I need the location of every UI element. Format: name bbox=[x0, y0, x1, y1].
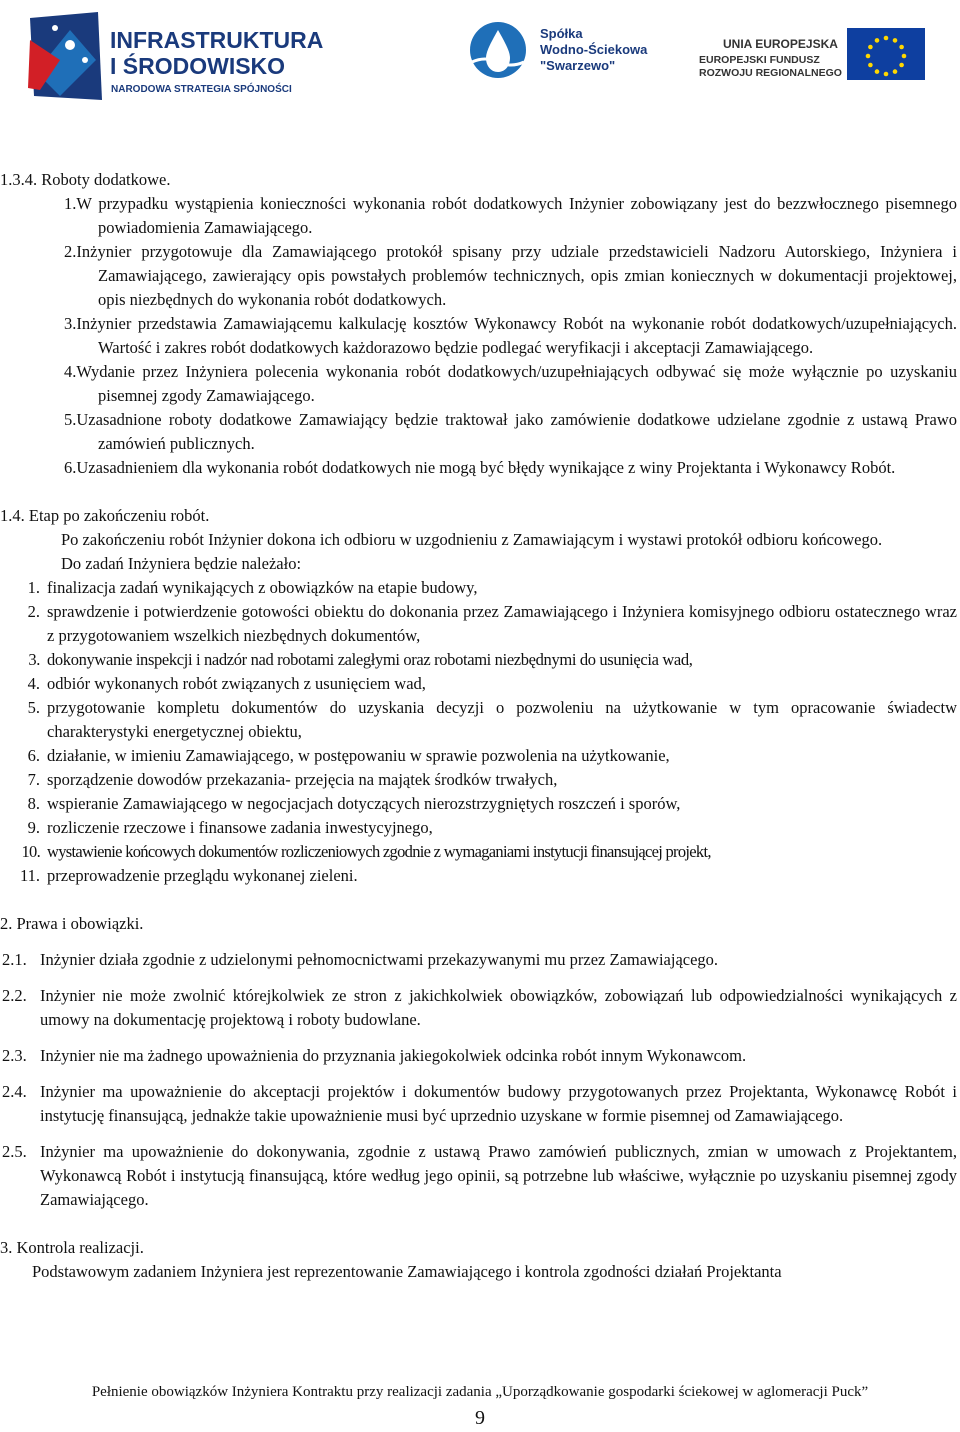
swarzewo-logo bbox=[470, 22, 648, 78]
section-2-title: 2. Prawa i obowiązki. bbox=[0, 914, 144, 933]
logo2-line1: Spółka bbox=[540, 26, 583, 41]
logos-svg bbox=[0, 0, 960, 110]
list-item: 2.1. Inżynier działa zgodnie z udzielonymi pełnomocnictwami przekazywanymi mu przez Zamawiającego. bbox=[2, 950, 719, 969]
list-item: 10. wystawienie końcowych dokumentów rozliczeniowych zgodnie z wymaganiami instytucji finansującej projekt, bbox=[21, 842, 711, 861]
s2-list bbox=[0, 948, 960, 1212]
logo2-line2: Wodno-Ściekowa bbox=[540, 42, 648, 57]
section-1-4-title: 1.4. Etap po zakończeniu robót. bbox=[0, 506, 210, 525]
section-3-title: 3. Kontrola realizacji. bbox=[0, 1238, 144, 1257]
logo1-sub: NARODOWA STRATEGIA SPÓJNOŚCI bbox=[111, 84, 292, 95]
list-item: 1. finalizacja zadań wynikających z obowiązków na etapie budowy, bbox=[27, 578, 478, 597]
s134-item-6: 6.Uzasadnieniem dla wykonania robót dodatkowych nie mogą być błędy wynikające z winy Projektanta i Wykonawcy Robót. bbox=[64, 458, 896, 477]
list-item: 4. odbiór wykonanych robót związanych z usunięciem wad, bbox=[27, 674, 426, 693]
s134-item-3: 3.Inżynier przedstawia Zamawiającemu kalkulację kosztów Wykonawcy Robót na wykonanie robót dodatkowych/uzupełniających. Wartość i zakres robót dodatkowych każdorazowo będzie podlegać weryfikacji i akceptacji Zamawiającego. bbox=[64, 314, 957, 357]
list-item: 2.2. Inżynier nie może zwolnić którejkolwiek ze stron z jakichkolwiek obowiązków, zobowiązań lub odpowiedzialności wynikających z umowy na dokumentację projektową i roboty budowlane. bbox=[2, 986, 957, 1029]
s3-text: Podstawowym zadaniem Inżyniera jest reprezentowanie Zamawiającego i kontrola zgodności działań Projektanta bbox=[32, 1262, 782, 1281]
s134-item-2: 2.Inżynier przygotowuje dla Zamawiającego protokół spisany przy udziale przedstawicieli Nadzoru Autorskiego, Inżyniera i Zamawiającego, zawierający opis powstałych problemów technicznych, opis zmian koniecznych w dokumentacji projektowej, opis niezbędnych do wykonania robót dodatkowych. bbox=[64, 242, 957, 309]
list-item: 7. sporządzenie dowodów przekazania- przejęcia na majątek środków trwałych, bbox=[27, 770, 558, 789]
infrastruktura-logo bbox=[28, 12, 323, 100]
s134-item-1: 1.W przypadku wystąpienia konieczności wykonania robót dodatkowych Inżynier zobowiązany jest do bezzwłocznego pisemnego powiadomienia Zamawiającego. bbox=[64, 194, 957, 237]
list-item: 11. przeprowadzenie przeglądu wykonanej zieleni. bbox=[19, 866, 358, 885]
document-body bbox=[0, 168, 960, 1284]
list-item: 8. wspieranie Zamawiającego w negocjacjach dotyczących nierozstrzygniętych roszczeń i sporów, bbox=[27, 794, 681, 813]
logo3-line1: UNIA EUROPEJSKA bbox=[723, 37, 838, 51]
header-logos bbox=[0, 0, 960, 110]
logo3-line2: EUROPEJSKI FUNDUSZ bbox=[699, 54, 820, 66]
logo1-line1: INFRASTRUKTURA bbox=[110, 27, 324, 53]
list-item: 6. działanie, w imieniu Zamawiającego, w postępowaniu w sprawie pozwolenia na użytkowanie, bbox=[27, 746, 670, 765]
list-item: 2.3. Inżynier nie ma żadnego upoważnienia do przyznania jakiegokolwiek odcinka robót innym Wykonawcom. bbox=[2, 1046, 747, 1065]
footer-text: Pełnienie obowiązków Inżyniera Kontraktu przy realizacji zadania „Uporządkowanie gospodarki ściekowej w aglomeracji Puck” bbox=[91, 1384, 869, 1400]
s14-task-list bbox=[0, 576, 960, 888]
list-item: 2.4. Inżynier ma upoważnienie do akceptacji projektów i dokumentów budowy przygotowanych przez Projektanta, Wykonawcę Robót i instytucję finansującą, jednakże takie upoważnienie musi być uprzednio uzyskane w formie pisemnej od Zamawiającego. bbox=[2, 1082, 957, 1125]
logo2-line3: "Swarzewo" bbox=[540, 58, 616, 73]
s14-tasks-label: Do zadań Inżyniera będzie należało: bbox=[61, 554, 302, 573]
eu-logo bbox=[699, 28, 925, 80]
page-number: 9 bbox=[475, 1407, 485, 1429]
list-item: 5. przygotowanie kompletu dokumentów do uzyskania decyzji o pozwoleniu na użytkowanie w tym opracowanie świadectw charakterystyki energetycznej obiektu, bbox=[27, 698, 957, 741]
list-item: 3. dokonywanie inspekcji i nadzór nad robotami zaległymi oraz robotami niezbędnymi do usunięcia wad, bbox=[28, 650, 693, 669]
logo3-line3: ROZWOJU REGIONALNEGO bbox=[699, 67, 842, 79]
s134-item-4: 4.Wydanie przez Inżyniera polecenia wykonania robót dodatkowych/uzupełniających odbywać się może wyłącznie po uzyskaniu pisemnej zgody Zamawiającego. bbox=[64, 362, 957, 405]
list-item: 9. rozliczenie rzeczowe i finansowe zadania inwestycyjnego, bbox=[27, 818, 433, 837]
list-item: 2.5. Inżynier ma upoważnienie do dokonywania, zgodnie z ustawą Prawo zamówień publicznych, zmian w umowach z Projektantem, Wykonawcą Robót i instytucją finansującą, które według jego opinii, są potrzebne lub właściwe, wyłącznie po uzyskaniu pisemnej zgody Zamawiającego. bbox=[2, 1142, 957, 1209]
s134-item-5: 5.Uzasadnione roboty dodatkowe Zamawiający będzie traktował jako zamówienie dodatkowe udzielane zgodnie z ustawą Prawo zamówień publicznych. bbox=[64, 410, 957, 453]
section-1-3-4-title: 1.3.4. Roboty dodatkowe. bbox=[0, 170, 171, 189]
logo1-line2: I ŚRODOWISKO bbox=[110, 53, 286, 79]
s14-intro: Po zakończeniu robót Inżynier dokona ich odbioru w uzgodnieniu z Zamawiającym i wystawi protokół odbioru końcowego. bbox=[61, 530, 883, 549]
list-item: 2. sprawdzenie i potwierdzenie gotowości obiektu do dokonania przez Zamawiającego i Inżyniera komisyjnego odbioru ostatecznego wraz z przygotowaniem wszelkich niezbędnych dokumentów, bbox=[27, 602, 957, 645]
